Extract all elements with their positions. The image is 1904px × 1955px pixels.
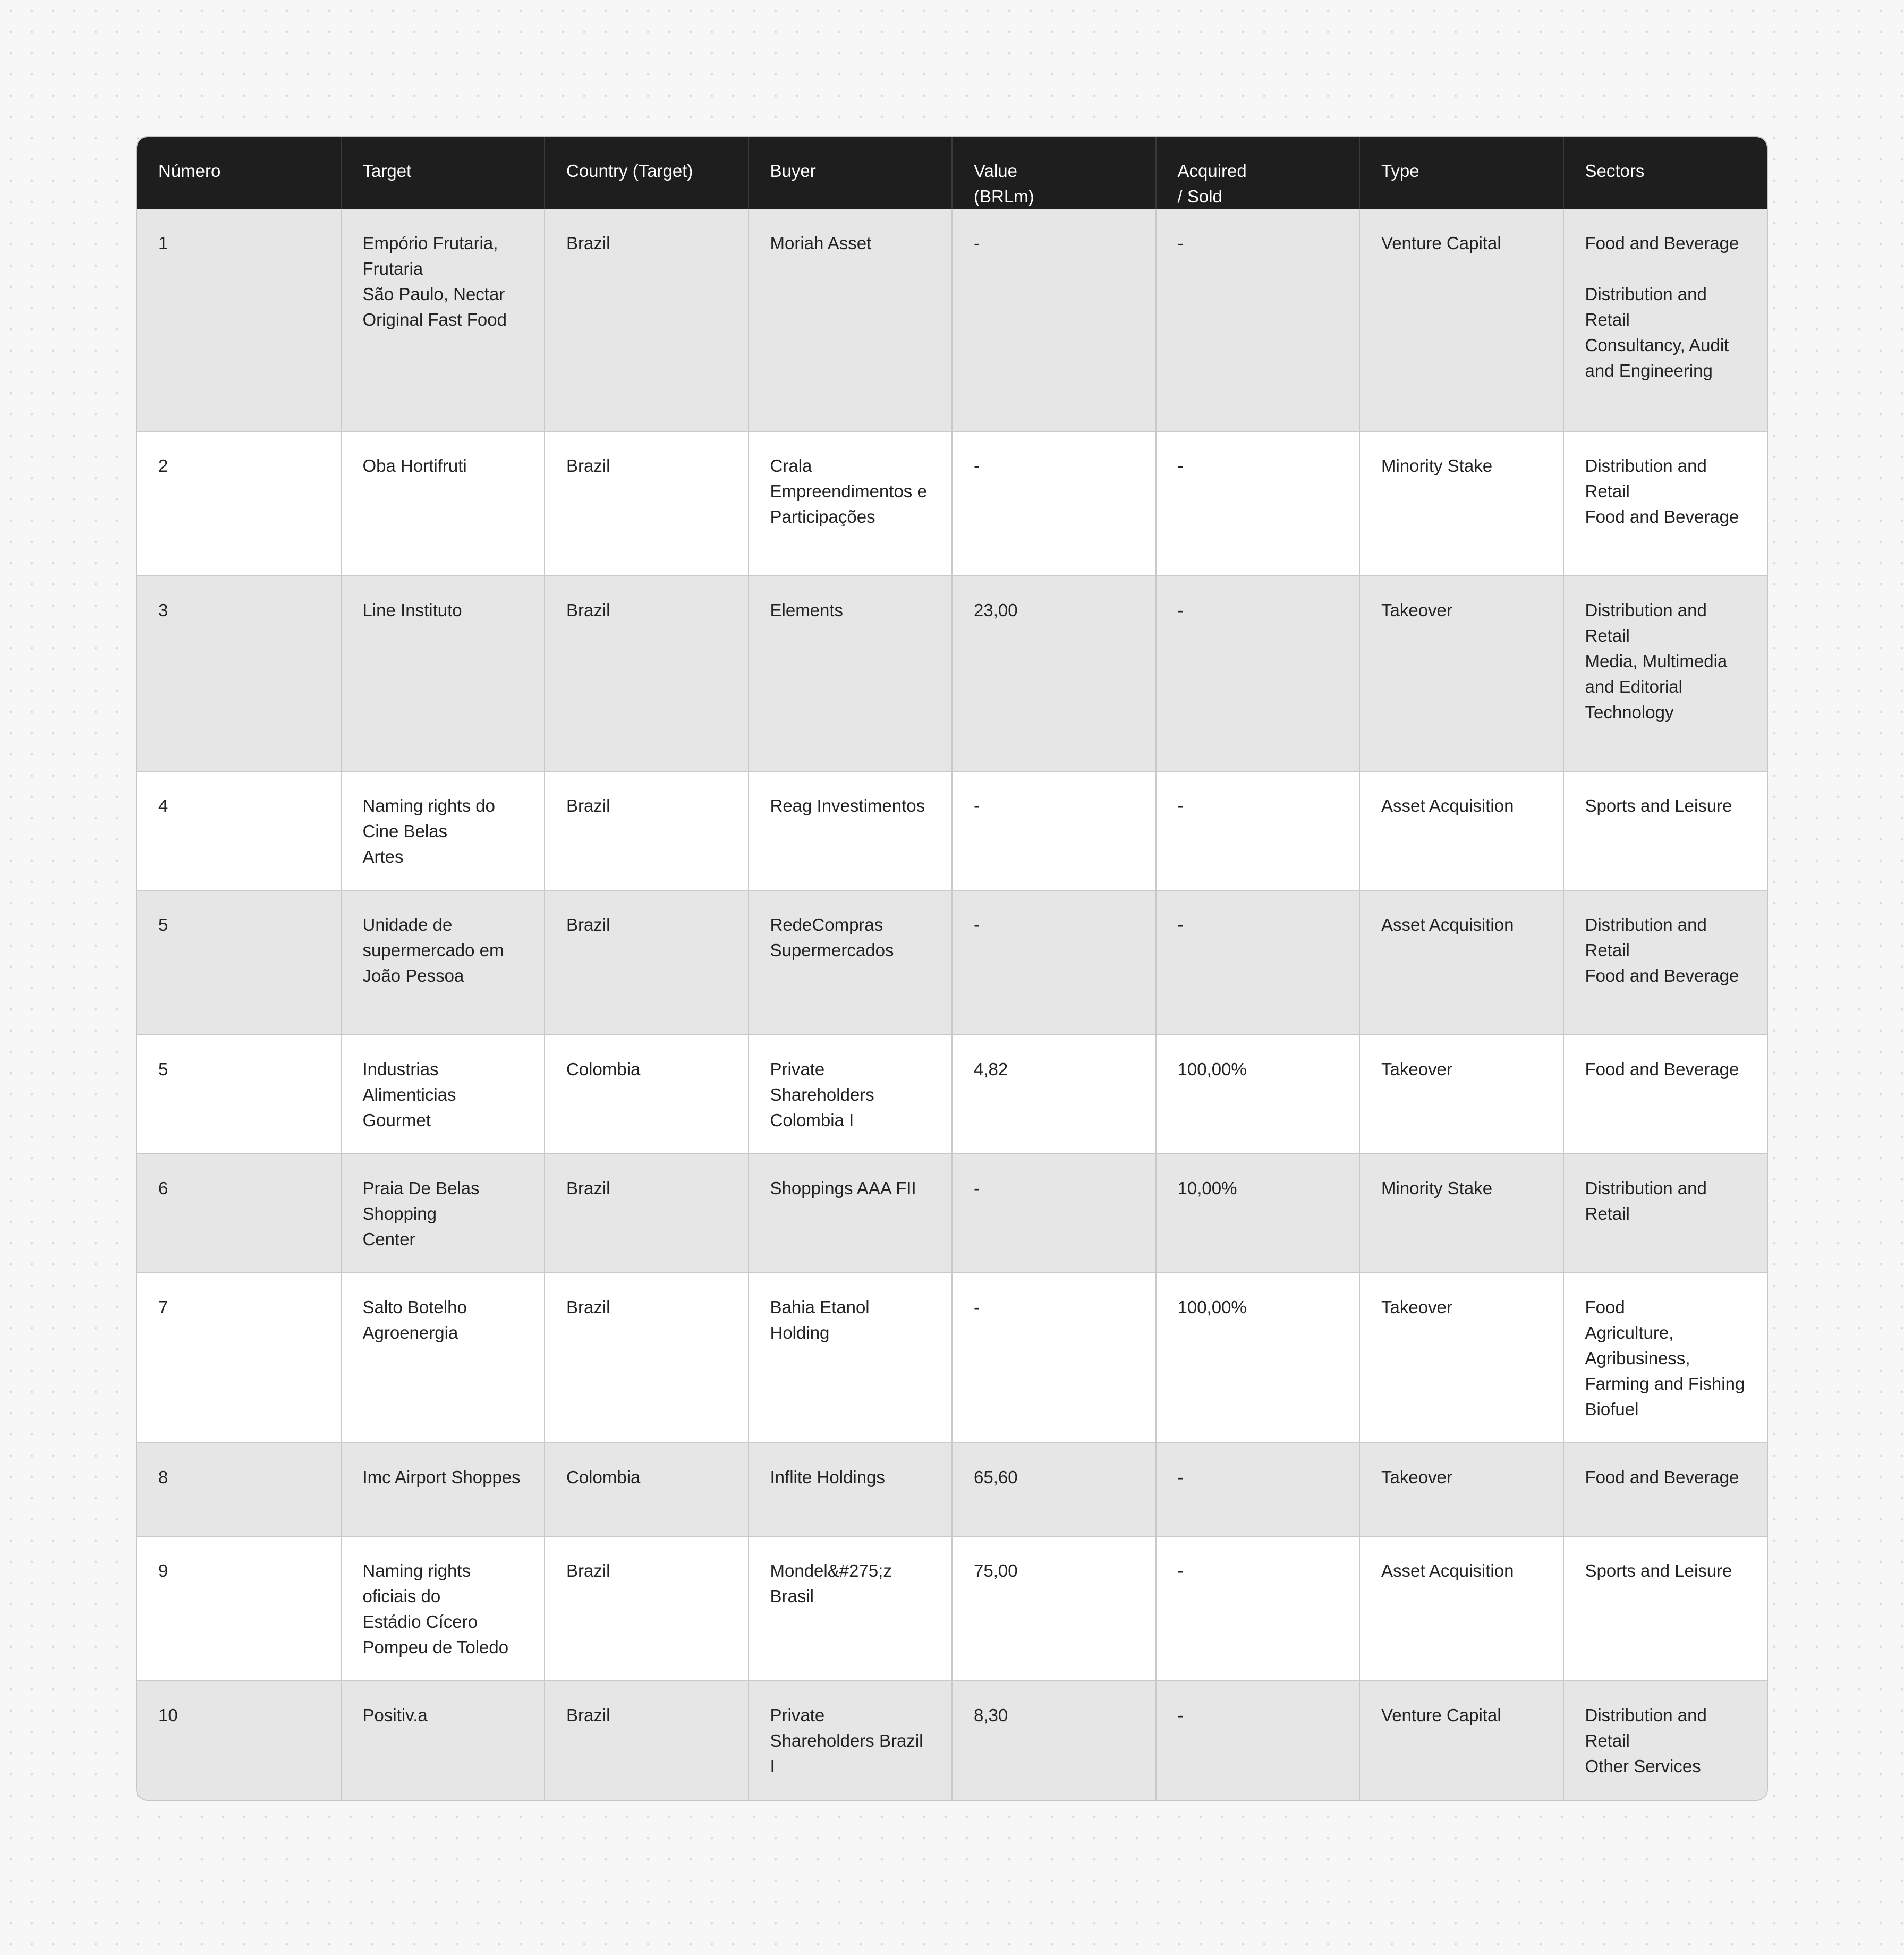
cell-buyer: RedeCompras Supermercados [749, 890, 953, 1035]
cell-sectors: Food and Beverage [1563, 1443, 1767, 1536]
cell-buyer: Private Shareholders Colombia I [749, 1035, 953, 1154]
cell-country: Brazil [545, 1536, 749, 1681]
header-value[interactable]: Value (BRLm) [952, 137, 1156, 209]
header-acquired-sold[interactable]: Acquired / Sold [1156, 137, 1360, 209]
deals-table [137, 137, 1767, 1800]
cell-value: 4,82 [952, 1035, 1156, 1154]
cell-value: - [952, 771, 1156, 890]
cell-country: Brazil [545, 1681, 749, 1800]
table-row [137, 1273, 1767, 1443]
cell-target: Oba Hortifruti [341, 431, 545, 576]
cell-sectors: Distribution and Retail Media, Multimedia and Editorial Technology [1563, 576, 1767, 771]
cell-target: Positiv.a [341, 1681, 545, 1800]
cell-buyer: Mondel&#275;z Brasil [749, 1536, 953, 1681]
deals-table-container [136, 136, 1768, 1801]
cell-acquired-sold: - [1156, 1681, 1360, 1800]
cell-value: 8,30 [952, 1681, 1156, 1800]
cell-country: Brazil [545, 576, 749, 771]
header-buyer[interactable]: Buyer [749, 137, 953, 209]
cell-country: Colombia [545, 1035, 749, 1154]
cell-sectors: Sports and Leisure [1563, 1536, 1767, 1681]
cell-target: Naming rights oficiais do Estádio Cícero Pompeu de Toledo [341, 1536, 545, 1681]
cell-country: Colombia [545, 1443, 749, 1536]
cell-acquired-sold: 100,00% [1156, 1273, 1360, 1443]
cell-acquired-sold: 10,00% [1156, 1154, 1360, 1273]
cell-value: - [952, 1273, 1156, 1443]
cell-type: Takeover [1359, 1035, 1563, 1154]
cell-value: - [952, 1154, 1156, 1273]
cell-acquired-sold: 100,00% [1156, 1035, 1360, 1154]
cell-type: Asset Acquisition [1359, 771, 1563, 890]
cell-buyer: Elements [749, 576, 953, 771]
cell-numero: 10 [137, 1681, 341, 1800]
cell-acquired-sold: - [1156, 431, 1360, 576]
cell-buyer: Bahia Etanol Holding [749, 1273, 953, 1443]
cell-numero: 3 [137, 576, 341, 771]
cell-acquired-sold: - [1156, 209, 1360, 431]
cell-country: Brazil [545, 771, 749, 890]
cell-numero: 5 [137, 890, 341, 1035]
table-row [137, 1154, 1767, 1273]
cell-target: Salto Botelho Agroenergia [341, 1273, 545, 1443]
cell-type: Takeover [1359, 1273, 1563, 1443]
cell-value: - [952, 890, 1156, 1035]
cell-sectors: Distribution and Retail Food and Beverage [1563, 890, 1767, 1035]
table-row [137, 1035, 1767, 1154]
cell-buyer: Private Shareholders Brazil I [749, 1681, 953, 1800]
cell-target: Empório Frutaria, Frutaria São Paulo, Nectar Original Fast Food [341, 209, 545, 431]
cell-value: 75,00 [952, 1536, 1156, 1681]
cell-country: Brazil [545, 890, 749, 1035]
cell-sectors: Distribution and Retail Food and Beverage [1563, 431, 1767, 576]
cell-buyer: Reag Investimentos [749, 771, 953, 890]
cell-type: Asset Acquisition [1359, 1536, 1563, 1681]
cell-acquired-sold: - [1156, 771, 1360, 890]
cell-type: Venture Capital [1359, 209, 1563, 431]
cell-sectors: Sports and Leisure [1563, 771, 1767, 890]
table-header [137, 137, 1767, 209]
cell-acquired-sold: - [1156, 1443, 1360, 1536]
cell-country: Brazil [545, 209, 749, 431]
header-numero[interactable]: Número [137, 137, 341, 209]
cell-numero: 4 [137, 771, 341, 890]
cell-buyer: Inflite Holdings [749, 1443, 953, 1536]
cell-acquired-sold: - [1156, 576, 1360, 771]
header-country[interactable]: Country (Target) [545, 137, 749, 209]
cell-country: Brazil [545, 1273, 749, 1443]
table-row [137, 771, 1767, 890]
cell-numero: 7 [137, 1273, 341, 1443]
table-row [137, 1536, 1767, 1681]
header-target[interactable]: Target [341, 137, 545, 209]
cell-acquired-sold: - [1156, 890, 1360, 1035]
cell-numero: 8 [137, 1443, 341, 1536]
table-row [137, 1443, 1767, 1536]
cell-buyer: Moriah Asset [749, 209, 953, 431]
cell-type: Takeover [1359, 1443, 1563, 1536]
cell-target: Line Instituto [341, 576, 545, 771]
cell-value: 23,00 [952, 576, 1156, 771]
cell-target: Unidade de supermercado em João Pessoa [341, 890, 545, 1035]
header-type[interactable]: Type [1359, 137, 1563, 209]
cell-sectors: Food Agriculture, Agribusiness, Farming and Fishing Biofuel [1563, 1273, 1767, 1443]
cell-buyer: Crala Empreendimentos e Participações [749, 431, 953, 576]
cell-target: Praia De Belas Shopping Center [341, 1154, 545, 1273]
cell-sectors: Distribution and Retail [1563, 1154, 1767, 1273]
table-row [137, 1681, 1767, 1800]
cell-numero: 1 [137, 209, 341, 431]
cell-target: Imc Airport Shoppes [341, 1443, 545, 1536]
cell-value: - [952, 431, 1156, 576]
cell-sectors: Food and Beverage Distribution and Retail Consultancy, Audit and Engineering [1563, 209, 1767, 431]
cell-value: - [952, 209, 1156, 431]
cell-type: Minority Stake [1359, 1154, 1563, 1273]
header-sectors[interactable]: Sectors [1563, 137, 1767, 209]
cell-numero: 6 [137, 1154, 341, 1273]
cell-sectors: Distribution and Retail Other Services [1563, 1681, 1767, 1800]
cell-target: Naming rights do Cine Belas Artes [341, 771, 545, 890]
cell-country: Brazil [545, 1154, 749, 1273]
cell-type: Venture Capital [1359, 1681, 1563, 1800]
cell-numero: 2 [137, 431, 341, 576]
table-row [137, 890, 1767, 1035]
cell-sectors: Food and Beverage [1563, 1035, 1767, 1154]
cell-target: Industrias Alimenticias Gourmet [341, 1035, 545, 1154]
header-row [137, 137, 1767, 209]
cell-type: Minority Stake [1359, 431, 1563, 576]
table-row [137, 209, 1767, 431]
cell-numero: 5 [137, 1035, 341, 1154]
cell-type: Takeover [1359, 576, 1563, 771]
table-row [137, 576, 1767, 771]
cell-buyer: Shoppings AAA FII [749, 1154, 953, 1273]
cell-numero: 9 [137, 1536, 341, 1681]
cell-acquired-sold: - [1156, 1536, 1360, 1681]
cell-country: Brazil [545, 431, 749, 576]
table-body [137, 209, 1767, 1800]
cell-value: 65,60 [952, 1443, 1156, 1536]
table-row [137, 431, 1767, 576]
cell-type: Asset Acquisition [1359, 890, 1563, 1035]
